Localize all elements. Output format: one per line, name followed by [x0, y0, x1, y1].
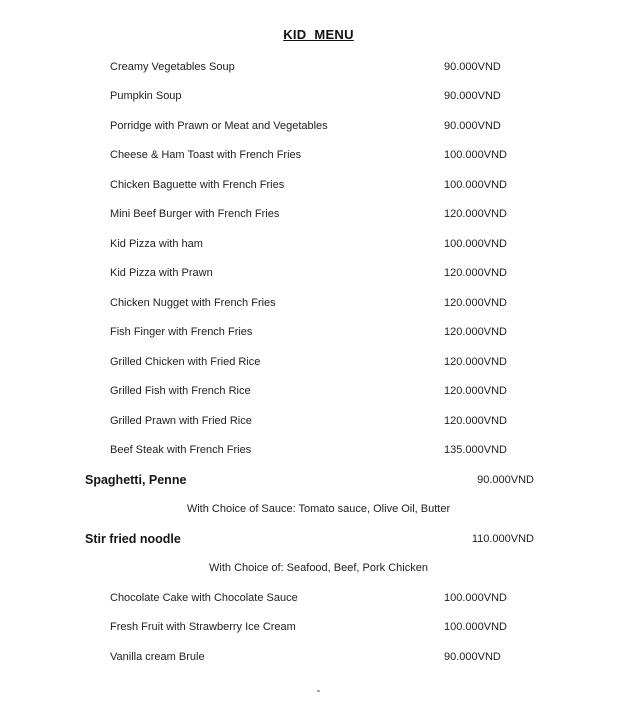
- menu-row: [0, 259, 637, 289]
- menu-row: [0, 141, 637, 171]
- menu-item-name: Pumpkin Soup: [110, 90, 182, 103]
- menu-item-name: Kid Pizza with Prawn: [110, 267, 213, 280]
- menu-item-price: 100.000VND: [444, 621, 507, 634]
- menu-row: [0, 347, 637, 377]
- menu-item-name: Fresh Fruit with Strawberry Ice Cream: [110, 621, 296, 634]
- menu-item-name: Grilled Chicken with Fried Rice: [110, 355, 261, 368]
- menu-note-row: [0, 495, 637, 525]
- menu-item-name: Vanilla cream Brule: [110, 650, 205, 663]
- menu-row: [0, 377, 637, 407]
- footer-row: [0, 685, 637, 697]
- menu-row: [0, 111, 637, 141]
- menu-item-price: 100.000VND: [444, 149, 507, 162]
- menu-section-price: 90.000VND: [477, 473, 534, 486]
- menu-section-name: Spaghetti, Penne: [85, 472, 187, 487]
- menu-row: [0, 288, 637, 318]
- menu-item-name: Cheese & Ham Toast with French Fries: [110, 149, 302, 162]
- menu-item-price: 120.000VND: [444, 385, 507, 398]
- menu-item-price: 100.000VND: [444, 178, 507, 191]
- menu-row: [0, 642, 637, 672]
- menu-item-price: 90.000VND: [444, 119, 501, 132]
- menu-row: [0, 200, 637, 230]
- menu-item-name: Porridge with Prawn or Meat and Vegetables: [110, 119, 328, 132]
- menu-row: [0, 583, 637, 613]
- menu-section-name: Stir fried noodle: [85, 531, 181, 546]
- menu-item-name: Kid Pizza with ham: [110, 237, 203, 250]
- page-footer-dash: -: [316, 684, 321, 697]
- menu-section-price: 110.000VND: [471, 532, 534, 545]
- menu-section-row: [0, 524, 637, 554]
- menu-item-note: With Choice of: Seafood, Beef, Pork Chicken: [209, 562, 428, 575]
- menu-item-name: Chicken Nugget with French Fries: [110, 296, 276, 309]
- menu-item-price: 90.000VND: [444, 650, 501, 663]
- menu-row: [0, 82, 637, 112]
- menu-row: [0, 613, 637, 643]
- menu-item-price: 100.000VND: [444, 237, 507, 250]
- menu-item-name: Fish Finger with French Fries: [110, 326, 253, 339]
- menu-row: [0, 52, 637, 82]
- menu-item-price: 120.000VND: [444, 414, 507, 427]
- title-row: [0, 0, 637, 44]
- menu-item-note: With Choice of Sauce: Tomato sauce, Olive Oil, Butter: [186, 503, 451, 516]
- menu-item-name: Chocolate Cake with Chocolate Sauce: [110, 591, 298, 604]
- menu-row: [0, 229, 637, 259]
- menu-item-price: 120.000VND: [444, 355, 507, 368]
- menu-item-price: 120.000VND: [444, 296, 507, 309]
- menu-item-price: 90.000VND: [444, 60, 501, 73]
- menu-item-price: 120.000VND: [444, 267, 507, 280]
- menu-rows: [0, 52, 637, 672]
- menu-item-name: Beef Steak with French Fries: [110, 444, 252, 457]
- menu-item-name: Creamy Vegetables Soup: [110, 60, 235, 73]
- menu-row: [0, 170, 637, 200]
- menu-section-row: [0, 465, 637, 495]
- page-title: KID MENU: [283, 27, 354, 42]
- menu-row: [0, 436, 637, 466]
- menu-item-name: Grilled Fish with French Rice: [110, 385, 251, 398]
- menu-item-price: 120.000VND: [444, 208, 507, 221]
- menu-item-name: Grilled Prawn with Fried Rice: [110, 414, 252, 427]
- menu-note-row: [0, 554, 637, 584]
- menu-row: [0, 406, 637, 436]
- menu-item-price: 100.000VND: [444, 591, 507, 604]
- menu-row: [0, 318, 637, 348]
- menu-item-name: Chicken Baguette with French Fries: [110, 178, 285, 191]
- menu-item-price: 135.000VND: [444, 444, 507, 457]
- menu-item-name: Mini Beef Burger with French Fries: [110, 208, 280, 221]
- menu-item-price: 120.000VND: [444, 326, 507, 339]
- menu-item-price: 90.000VND: [444, 90, 501, 103]
